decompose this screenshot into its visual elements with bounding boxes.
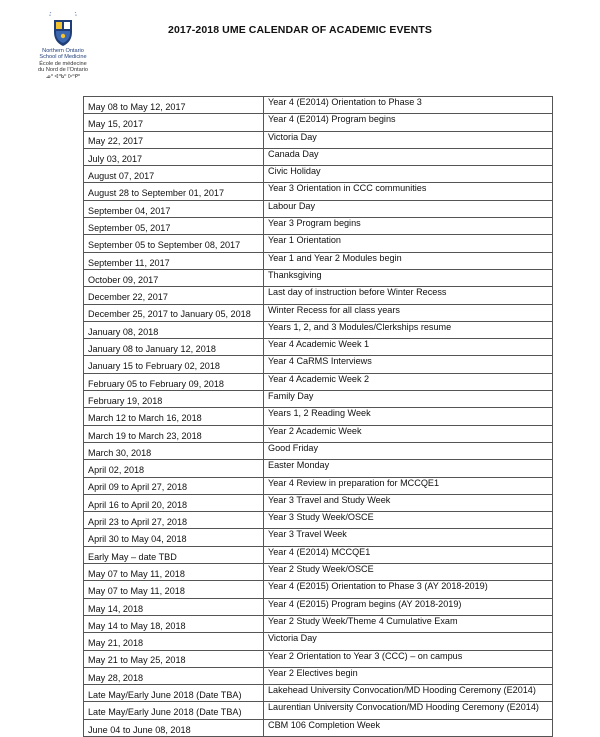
table-row bbox=[84, 166, 553, 183]
event-description-cell: Victoria Day bbox=[264, 131, 553, 148]
event-description-cell: Laurentian University Convocation/MD Hooding Ceremony (E2014) bbox=[264, 702, 553, 719]
table-row bbox=[84, 719, 553, 736]
event-date-cell: Early May – date TBD bbox=[84, 546, 264, 563]
table-row bbox=[84, 685, 553, 702]
table-row bbox=[84, 235, 553, 252]
event-description-cell: Year 3 Orientation in CCC communities bbox=[264, 183, 553, 200]
event-date-cell: February 19, 2018 bbox=[84, 391, 264, 408]
table-row bbox=[84, 598, 553, 615]
event-description-cell: Year 2 Study Week/OSCE bbox=[264, 564, 553, 581]
event-date-cell: August 28 to September 01, 2017 bbox=[84, 183, 264, 200]
event-description-cell: Year 2 Academic Week bbox=[264, 425, 553, 442]
event-date-cell: June 04 to June 08, 2018 bbox=[84, 719, 264, 736]
event-date-cell: May 07 to May 11, 2018 bbox=[84, 581, 264, 598]
event-date-cell: May 08 to May 12, 2017 bbox=[84, 97, 264, 114]
event-date-cell: January 08 to January 12, 2018 bbox=[84, 339, 264, 356]
event-date-cell: May 14, 2018 bbox=[84, 598, 264, 615]
event-description-cell: Year 4 (E2014) Program begins bbox=[264, 114, 553, 131]
event-date-cell: May 15, 2017 bbox=[84, 114, 264, 131]
event-date-cell: April 23 to April 27, 2018 bbox=[84, 512, 264, 529]
logo-name-fr-2: du Nord de l'Ontario bbox=[38, 67, 88, 74]
event-date-cell: August 07, 2017 bbox=[84, 166, 264, 183]
event-date-cell: May 07 to May 11, 2018 bbox=[84, 564, 264, 581]
event-date-cell: Late May/Early June 2018 (Date TBA) bbox=[84, 685, 264, 702]
event-description-cell: Labour Day bbox=[264, 200, 553, 217]
table-row bbox=[84, 425, 553, 442]
event-date-cell: September 04, 2017 bbox=[84, 200, 264, 217]
table-row bbox=[84, 650, 553, 667]
event-description-cell: Winter Recess for all class years bbox=[264, 304, 553, 321]
event-date-cell: February 05 to February 09, 2018 bbox=[84, 373, 264, 390]
table-row bbox=[84, 148, 553, 165]
table-row bbox=[84, 494, 553, 511]
event-date-cell: March 30, 2018 bbox=[84, 442, 264, 459]
table-row bbox=[84, 477, 553, 494]
event-date-cell: May 22, 2017 bbox=[84, 131, 264, 148]
event-date-cell: Late May/Early June 2018 (Date TBA) bbox=[84, 702, 264, 719]
table-row bbox=[84, 442, 553, 459]
event-description-cell: Year 4 (E2014) Orientation to Phase 3 bbox=[264, 97, 553, 114]
events-table bbox=[83, 96, 553, 737]
event-description-cell: Years 1, 2, and 3 Modules/Clerkships resume bbox=[264, 321, 553, 338]
event-date-cell: April 16 to April 20, 2018 bbox=[84, 494, 264, 511]
event-description-cell: Year 4 Academic Week 1 bbox=[264, 339, 553, 356]
event-description-cell: Last day of instruction before Winter Recess bbox=[264, 287, 553, 304]
table-row bbox=[84, 702, 553, 719]
event-date-cell: March 19 to March 23, 2018 bbox=[84, 425, 264, 442]
event-date-cell: October 09, 2017 bbox=[84, 269, 264, 286]
event-description-cell: Lakehead University Convocation/MD Hooding Ceremony (E2014) bbox=[264, 685, 553, 702]
event-description-cell: Years 1, 2 Reading Week bbox=[264, 408, 553, 425]
table-row bbox=[84, 391, 553, 408]
event-description-cell: Year 1 and Year 2 Modules begin bbox=[264, 252, 553, 269]
event-description-cell: Year 4 (E2014) MCCQE1 bbox=[264, 546, 553, 563]
event-description-cell: Year 2 Orientation to Year 3 (CCC) – on campus bbox=[264, 650, 553, 667]
table-row bbox=[84, 460, 553, 477]
event-description-cell: Easter Monday bbox=[264, 460, 553, 477]
event-date-cell: September 05 to September 08, 2017 bbox=[84, 235, 264, 252]
logo-syllabics: ᓄᐦ ᐊᐦᑲᐦ ᐅᐦᑭᐦ bbox=[45, 73, 81, 80]
table-row bbox=[84, 200, 553, 217]
event-date-cell: May 28, 2018 bbox=[84, 667, 264, 684]
event-date-cell: April 02, 2018 bbox=[84, 460, 264, 477]
table-row bbox=[84, 633, 553, 650]
table-row bbox=[84, 183, 553, 200]
event-date-cell: December 22, 2017 bbox=[84, 287, 264, 304]
table-row bbox=[84, 373, 553, 390]
event-description-cell: Year 3 Program begins bbox=[264, 218, 553, 235]
event-description-cell: Year 4 CaRMS Interviews bbox=[264, 356, 553, 373]
event-date-cell: May 21, 2018 bbox=[84, 633, 264, 650]
event-description-cell: Year 3 Travel and Study Week bbox=[264, 494, 553, 511]
event-date-cell: December 25, 2017 to January 05, 2018 bbox=[84, 304, 264, 321]
table-row bbox=[84, 218, 553, 235]
event-description-cell: Year 2 Electives begin bbox=[264, 667, 553, 684]
event-date-cell: April 09 to April 27, 2018 bbox=[84, 477, 264, 494]
table-row bbox=[84, 581, 553, 598]
event-date-cell: January 08, 2018 bbox=[84, 321, 264, 338]
table-row bbox=[84, 356, 553, 373]
event-description-cell: Good Friday bbox=[264, 442, 553, 459]
event-description-cell: Year 3 Study Week/OSCE bbox=[264, 512, 553, 529]
table-row bbox=[84, 252, 553, 269]
event-date-cell: January 15 to February 02, 2018 bbox=[84, 356, 264, 373]
table-row bbox=[84, 408, 553, 425]
table-row bbox=[84, 529, 553, 546]
logo-name-en-1: Northern Ontario bbox=[42, 48, 84, 54]
logo-name-en-2: School of Medicine bbox=[39, 54, 87, 61]
event-date-cell: May 21 to May 25, 2018 bbox=[84, 650, 264, 667]
event-description-cell: Year 4 (E2015) Orientation to Phase 3 (AY 2018-2019) bbox=[264, 581, 553, 598]
event-date-cell: May 14 to May 18, 2018 bbox=[84, 615, 264, 632]
event-description-cell: Year 4 Review in preparation for MCCQE1 bbox=[264, 477, 553, 494]
table-row bbox=[84, 512, 553, 529]
table-row bbox=[84, 304, 553, 321]
event-date-cell: March 12 to March 16, 2018 bbox=[84, 408, 264, 425]
events-table-body bbox=[84, 97, 553, 737]
table-row bbox=[84, 131, 553, 148]
event-date-cell: April 30 to May 04, 2018 bbox=[84, 529, 264, 546]
event-description-cell: Year 2 Study Week/Theme 4 Cumulative Exam bbox=[264, 615, 553, 632]
event-description-cell: Victoria Day bbox=[264, 633, 553, 650]
event-description-cell: Year 1 Orientation bbox=[264, 235, 553, 252]
event-description-cell: Year 4 Academic Week 2 bbox=[264, 373, 553, 390]
event-description-cell: Civic Holiday bbox=[264, 166, 553, 183]
event-date-cell: September 05, 2017 bbox=[84, 218, 264, 235]
logo-name-fr-1: École de médecine bbox=[39, 60, 87, 67]
table-row bbox=[84, 97, 553, 114]
table-row bbox=[84, 114, 553, 131]
table-row bbox=[84, 546, 553, 563]
table-row bbox=[84, 564, 553, 581]
table-row bbox=[84, 667, 553, 684]
table-row bbox=[84, 287, 553, 304]
event-description-cell: Year 4 (E2015) Program begins (AY 2018-2019) bbox=[264, 598, 553, 615]
event-description-cell: Canada Day bbox=[264, 148, 553, 165]
event-date-cell: July 03, 2017 bbox=[84, 148, 264, 165]
event-description-cell: CBM 106 Completion Week bbox=[264, 719, 553, 736]
event-description-cell: Thanksgiving bbox=[264, 269, 553, 286]
table-row bbox=[84, 615, 553, 632]
event-description-cell: Family Day bbox=[264, 391, 553, 408]
event-date-cell: September 11, 2017 bbox=[84, 252, 264, 269]
event-description-cell: Year 3 Travel Week bbox=[264, 529, 553, 546]
page-title: 2017-2018 UME CALENDAR OF ACADEMIC EVENTS bbox=[168, 24, 432, 36]
table-row bbox=[84, 339, 553, 356]
table-row bbox=[84, 321, 553, 338]
table-row bbox=[84, 269, 553, 286]
